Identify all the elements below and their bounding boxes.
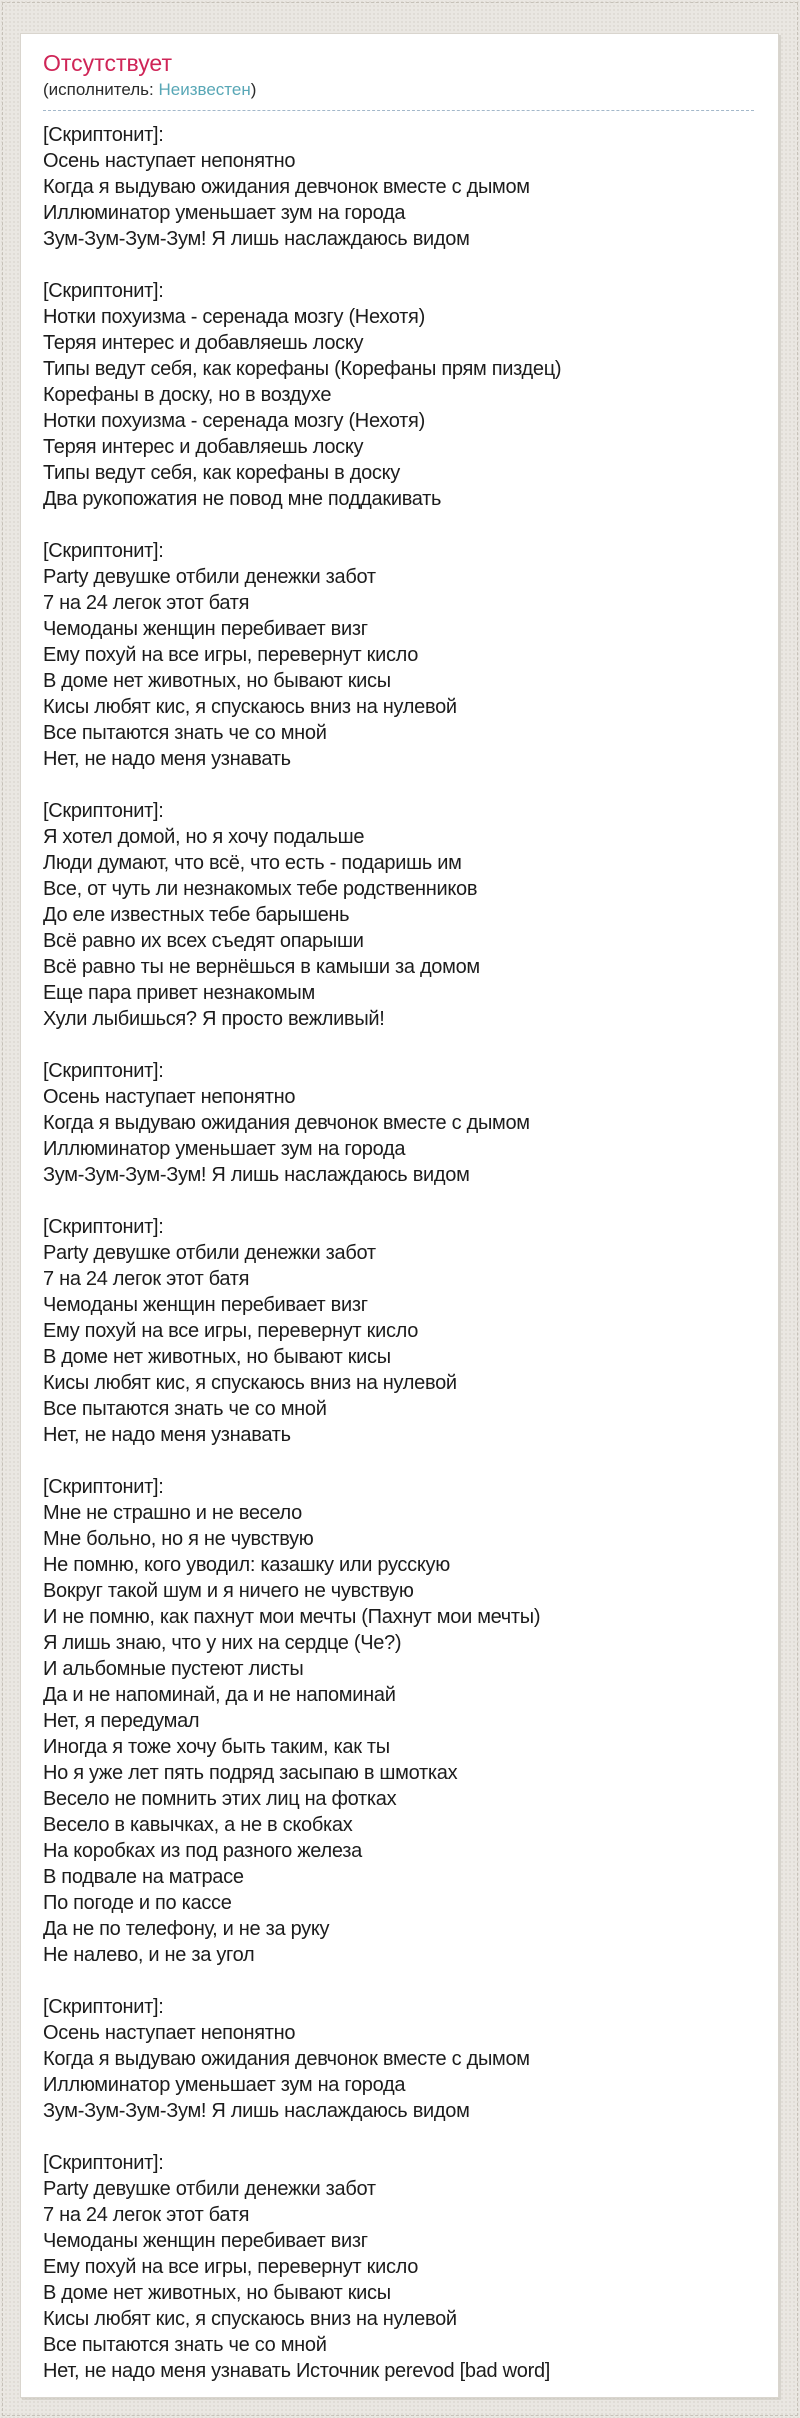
lyrics-line: Кисы любят кис, я спускаюсь вниз на нулевой <box>43 2308 457 2330</box>
lyrics-line: Осень наступает непонятно <box>43 2022 296 2044</box>
lyrics-card <box>20 33 779 2398</box>
lyrics-line: Все пытаются знать че со мной <box>43 1398 327 1420</box>
lyrics-line: И альбомные пустеют листы <box>43 1658 304 1680</box>
stanza <box>43 1994 754 2124</box>
stanza-label: [Скриптонит]: <box>43 1216 164 1238</box>
stanza-label: [Скриптонит]: <box>43 1996 164 2018</box>
lyrics-line: Party девушке отбили денежки забот <box>43 2178 376 2200</box>
stanza-label: [Скриптонит]: <box>43 280 164 302</box>
lyrics-line: Все пытаются знать че со мной <box>43 722 327 744</box>
lyrics-line: Нет, не надо меня узнавать Источник perevod [bad word] <box>43 2360 551 2382</box>
lyrics-line: Мне не страшно и не весело <box>43 1502 302 1524</box>
lyrics-line: Теряя интерес и добавляешь лоску <box>43 332 364 354</box>
lyrics-line: Нотки похуизма - серенада мозгу (Нехотя) <box>43 306 425 328</box>
artist-line <box>43 79 754 101</box>
lyrics-line: 7 на 24 легок этот батя <box>43 2204 250 2226</box>
lyrics-line: Нет, не надо меня узнавать <box>43 748 291 770</box>
lyrics-line: Да не по телефону, и не за руку <box>43 1918 330 1940</box>
lyrics-line: Осень наступает непонятно <box>43 150 296 172</box>
stanza-label: [Скриптонит]: <box>43 1060 164 1082</box>
lyrics-line: Когда я выдуваю ожидания девчонок вместе с дымом <box>43 1112 530 1134</box>
lyrics-line: Не налево, и не за угол <box>43 1944 255 1966</box>
stanza-label: [Скриптонит]: <box>43 1476 164 1498</box>
lyrics-line: Хули лыбишься? Я просто вежливый! <box>43 1008 385 1030</box>
stanza <box>43 122 754 252</box>
lyrics-line: Всё равно ты не вернёшься в камыши за домом <box>43 956 480 978</box>
lyrics-line: Зум-Зум-Зум-Зум! Я лишь наслаждаюсь видом <box>43 228 470 250</box>
lyrics-line: По погоде и по кассе <box>43 1892 232 1914</box>
lyrics-line: И не помню, как пахнут мои мечты (Пахнут мои мечты) <box>43 1606 541 1628</box>
song-header <box>43 48 754 111</box>
lyrics-line: Нет, я передумал <box>43 1710 200 1732</box>
lyrics-line: Кисы любят кис, я спускаюсь вниз на нулевой <box>43 1372 457 1394</box>
lyrics-line: Все пытаются знать че со мной <box>43 2334 327 2356</box>
stanza <box>43 538 754 772</box>
lyrics-line: Еще пара привет незнакомым <box>43 982 315 1004</box>
lyrics-line: Люди думают, что всё, что есть - подаришь им <box>43 852 462 874</box>
lyrics-line: Party девушке отбили денежки забот <box>43 566 376 588</box>
lyrics-line: 7 на 24 легок этот батя <box>43 592 250 614</box>
lyrics-line: Нет, не надо меня узнавать <box>43 1424 291 1446</box>
stanza <box>43 798 754 1032</box>
stanza-label: [Скриптонит]: <box>43 800 164 822</box>
lyrics-line: До еле известных тебе барышень <box>43 904 350 926</box>
lyrics-line: Но я уже лет пять подряд засыпаю в шмотках <box>43 1762 458 1784</box>
lyrics-line: Типы ведут себя, как корефаны (Корефаны прям пиздец) <box>43 358 562 380</box>
lyrics-line: Весело не помнить этих лиц на фотках <box>43 1788 397 1810</box>
lyrics-line: Не помню, кого уводил: казашку или русскую <box>43 1554 450 1576</box>
stanza <box>43 278 754 512</box>
lyrics-line: Когда я выдуваю ожидания девчонок вместе с дымом <box>43 2048 530 2070</box>
lyrics-line: Иллюминатор уменьшает зум на города <box>43 1138 406 1160</box>
lyrics-line: В подвале на матрасе <box>43 1866 244 1888</box>
lyrics-line: Всё равно их всех съедят опарыши <box>43 930 364 952</box>
lyrics-line: Корефаны в доску, но в воздухе <box>43 384 332 406</box>
lyrics-line: Ему похуй на все игры, перевернут кисло <box>43 2256 419 2278</box>
lyrics-line: Чемоданы женщин перебивает визг <box>43 618 368 640</box>
lyrics-line: Зум-Зум-Зум-Зум! Я лишь наслаждаюсь видом <box>43 1164 470 1186</box>
lyrics-line: Два рукопожатия не повод мне поддакивать <box>43 488 442 510</box>
lyrics-line: Ему похуй на все игры, перевернут кисло <box>43 644 419 666</box>
lyrics-line: Иногда я тоже хочу быть таким, как ты <box>43 1736 390 1758</box>
stanza <box>43 1214 754 1448</box>
lyrics-text <box>43 122 754 2384</box>
lyrics-line: Кисы любят кис, я спускаюсь вниз на нулевой <box>43 696 457 718</box>
lyrics-line: Весело в кавычках, а не в скобках <box>43 1814 353 1836</box>
lyrics-line: Осень наступает непонятно <box>43 1086 296 1108</box>
lyrics-line: В доме нет животных, но бывают кисы <box>43 1346 391 1368</box>
stanza-label: [Скриптонит]: <box>43 124 164 146</box>
stanza <box>43 2150 754 2384</box>
lyrics-line: Типы ведут себя, как корефаны в доску <box>43 462 400 484</box>
lyrics-line: Я лишь знаю, что у них на сердце (Че?) <box>43 1632 402 1654</box>
lyrics-line: Да и не напоминай, да и не напоминай <box>43 1684 396 1706</box>
lyrics-line: Все, от чуть ли незнакомых тебе родственников <box>43 878 478 900</box>
lyrics-line: На коробках из под разного железа <box>43 1840 362 1862</box>
artist-label-prefix: (исполнитель: <box>43 80 159 99</box>
stanza-label: [Скриптонит]: <box>43 540 164 562</box>
lyrics-line: Иллюминатор уменьшает зум на города <box>43 202 406 224</box>
lyrics-line: Я хотел домой, но я хочу подальше <box>43 826 365 848</box>
lyrics-line: Ему похуй на все игры, перевернут кисло <box>43 1320 419 1342</box>
lyrics-line: В доме нет животных, но бывают кисы <box>43 2282 391 2304</box>
lyrics-line: Теряя интерес и добавляешь лоску <box>43 436 364 458</box>
lyrics-line: Чемоданы женщин перебивает визг <box>43 1294 368 1316</box>
lyrics-line: Когда я выдуваю ожидания девчонок вместе с дымом <box>43 176 530 198</box>
lyrics-line: 7 на 24 легок этот батя <box>43 1268 250 1290</box>
lyrics-line: Мне больно, но я не чувствую <box>43 1528 314 1550</box>
lyrics-line: Зум-Зум-Зум-Зум! Я лишь наслаждаюсь видом <box>43 2100 470 2122</box>
stanza <box>43 1058 754 1188</box>
lyrics-line: В доме нет животных, но бывают кисы <box>43 670 391 692</box>
lyrics-line: Вокруг такой шум и я ничего не чувствую <box>43 1580 414 1602</box>
lyrics-line: Party девушке отбили денежки забот <box>43 1242 376 1264</box>
artist-link[interactable]: Неизвестен <box>158 80 251 99</box>
artist-label-suffix: ) <box>250 80 257 99</box>
stanza-label: [Скриптонит]: <box>43 2152 164 2174</box>
stanza <box>43 1474 754 1968</box>
lyrics-line: Нотки похуизма - серенада мозгу (Нехотя) <box>43 410 425 432</box>
page-title: Отсутствует <box>43 50 172 76</box>
lyrics-line: Чемоданы женщин перебивает визг <box>43 2230 368 2252</box>
lyrics-line: Иллюминатор уменьшает зум на города <box>43 2074 406 2096</box>
